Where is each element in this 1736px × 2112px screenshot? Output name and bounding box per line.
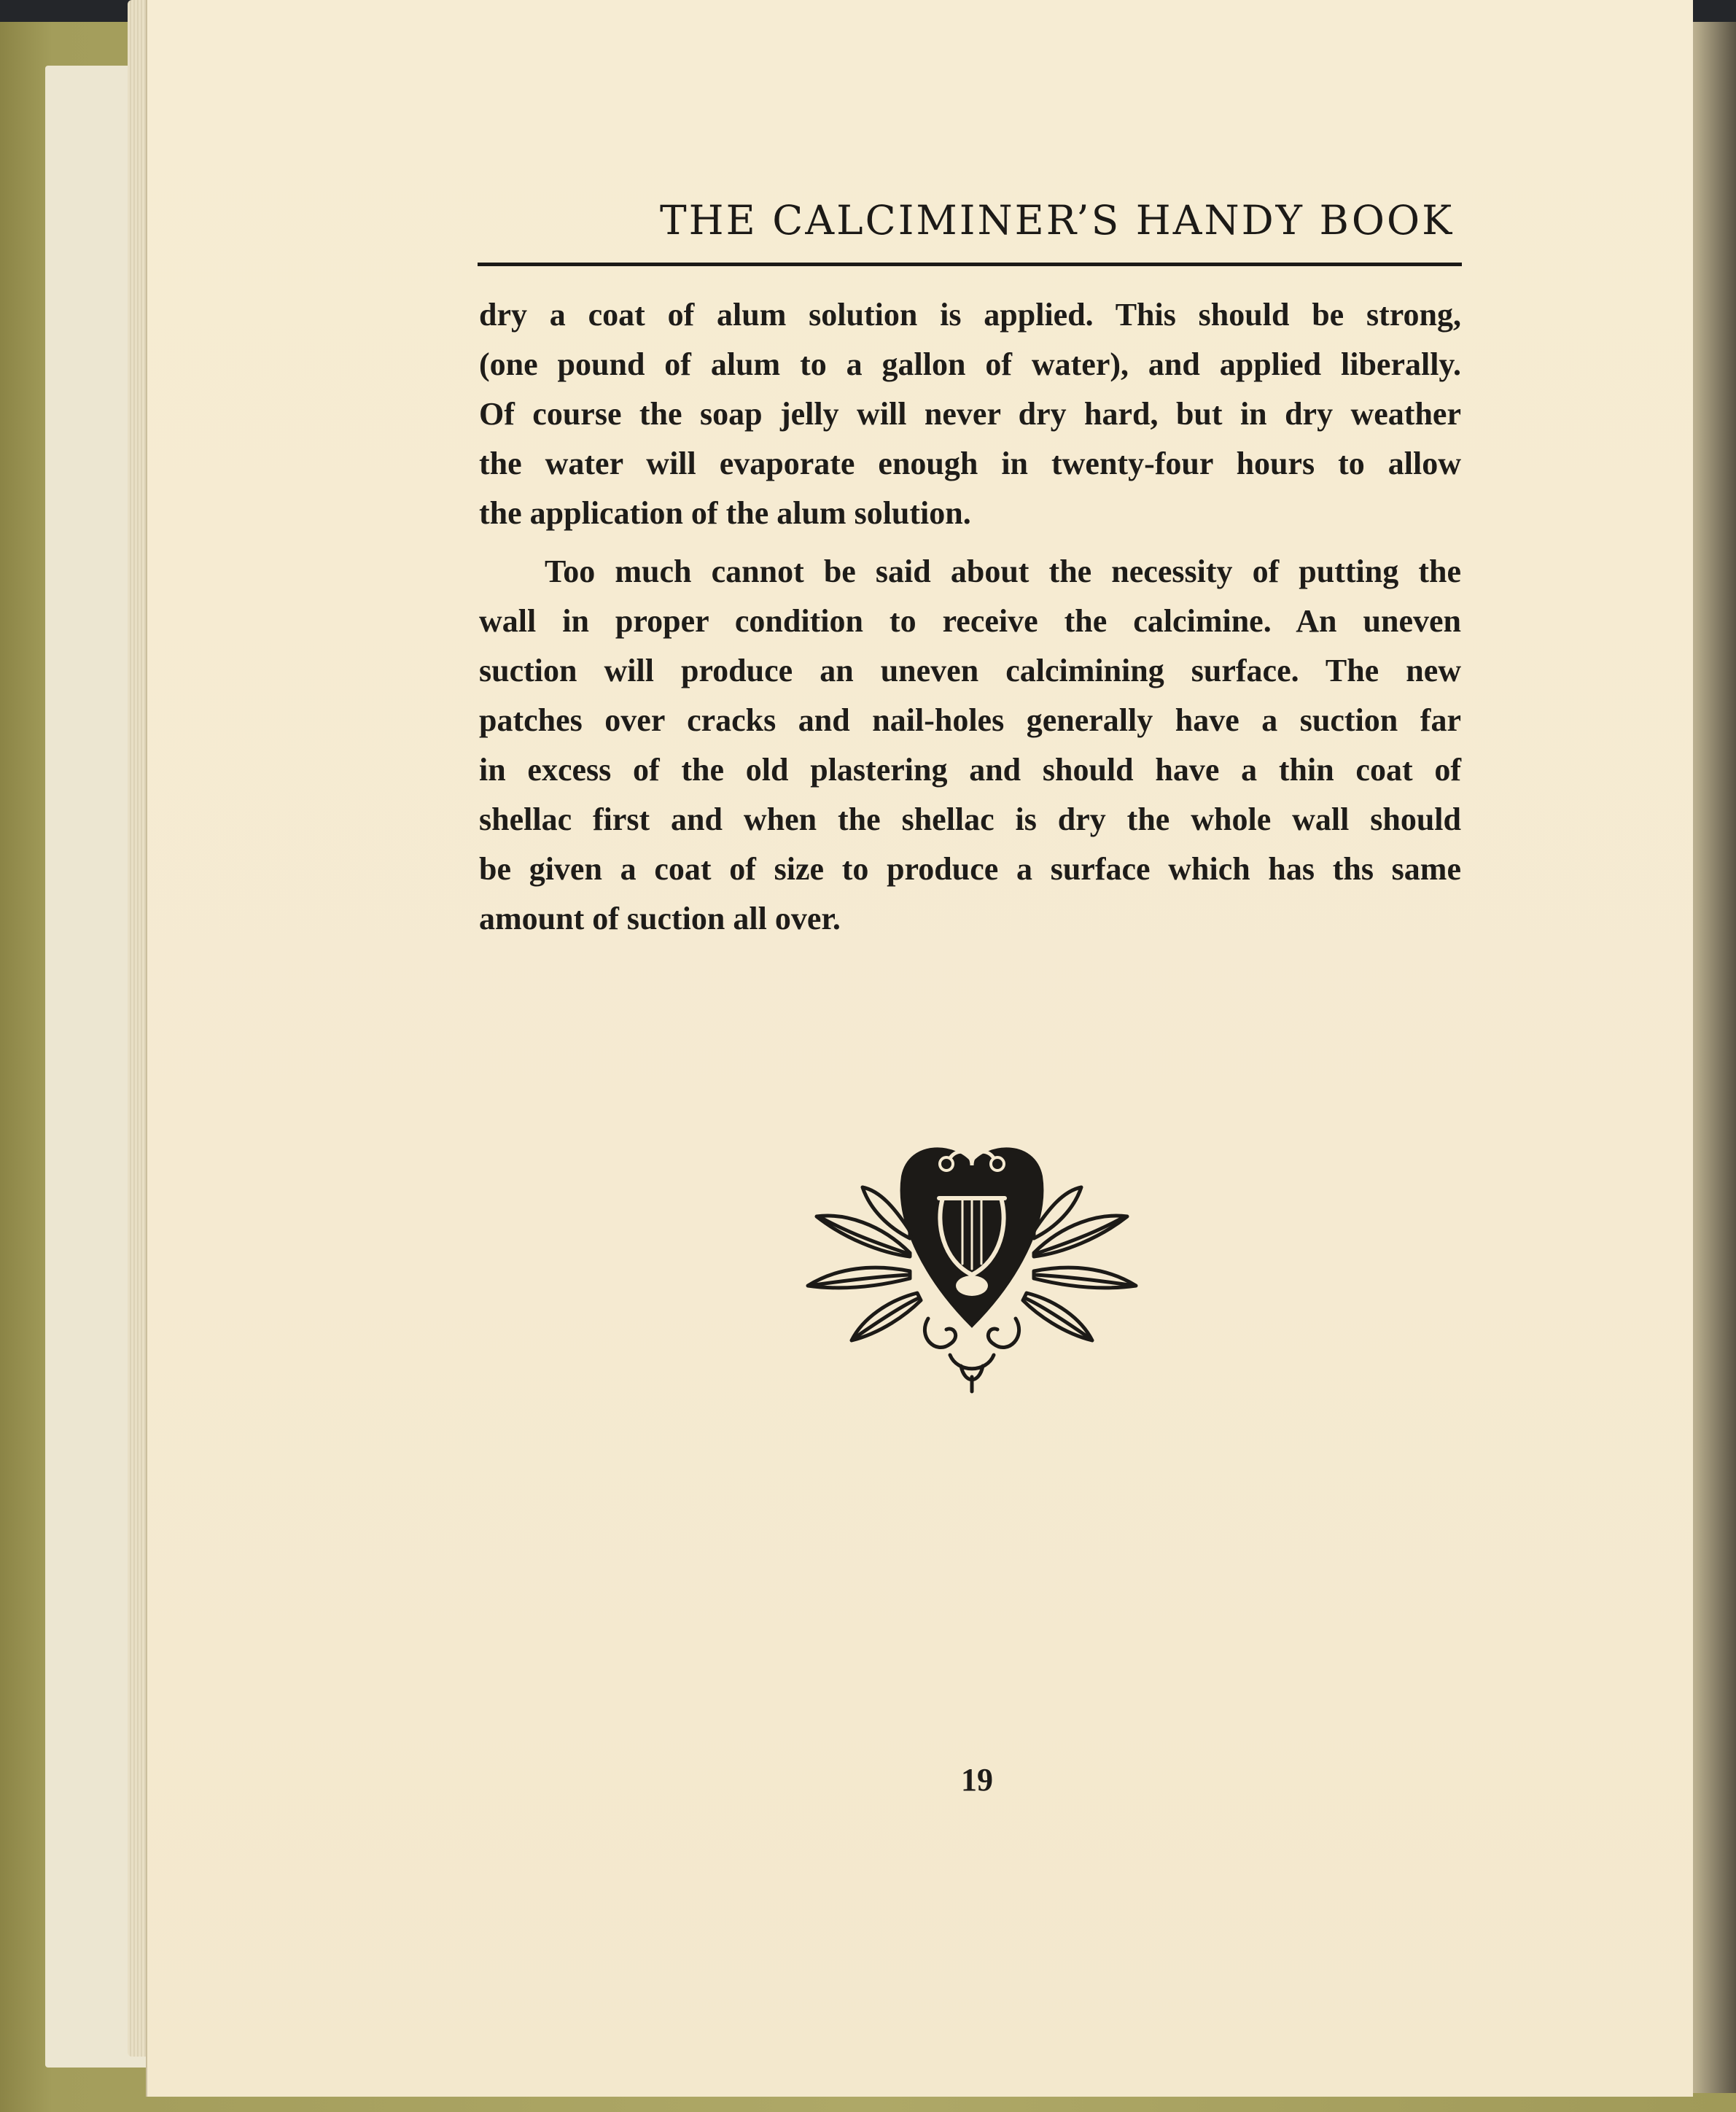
running-head: THE CALCIMINER’S HANDY BOOK xyxy=(660,197,1455,244)
text-line: Of course the soap jelly will never dry hard, but in dry weather xyxy=(479,396,1461,432)
text-line: Too much cannot be said about the necessity of putting the xyxy=(545,554,1461,589)
text-line: patches over cracks and nail-holes generally have a suction far xyxy=(479,702,1461,738)
text-line: (one pound of alum to a gallon of water), and applied liberally. xyxy=(479,346,1461,382)
text-line: the application of the alum solution. xyxy=(479,495,971,531)
text-line: shellac first and when the shellac is dry the whole wall should xyxy=(479,801,1461,837)
text-line: the water will evaporate enough in twenty-four hours to allow xyxy=(479,446,1461,481)
text-line: wall in proper condition to receive the calcimine. An uneven xyxy=(479,603,1461,639)
text-line: in excess of the old plastering and should have a thin coat of xyxy=(479,752,1461,788)
text-line: suction will produce an uneven calcimining surface. The new xyxy=(479,653,1461,688)
body-text xyxy=(479,290,1461,944)
page-number: 19 xyxy=(961,1762,993,1798)
head-rule xyxy=(478,263,1462,266)
lyre-ornament-icon xyxy=(801,1136,1143,1399)
text-line: amount of suction all over. xyxy=(479,901,841,936)
text-line: dry a coat of alum solution is applied. This should be strong, xyxy=(479,297,1461,333)
text-line: be given a coat of size to produce a surface which has ths same xyxy=(479,851,1461,887)
